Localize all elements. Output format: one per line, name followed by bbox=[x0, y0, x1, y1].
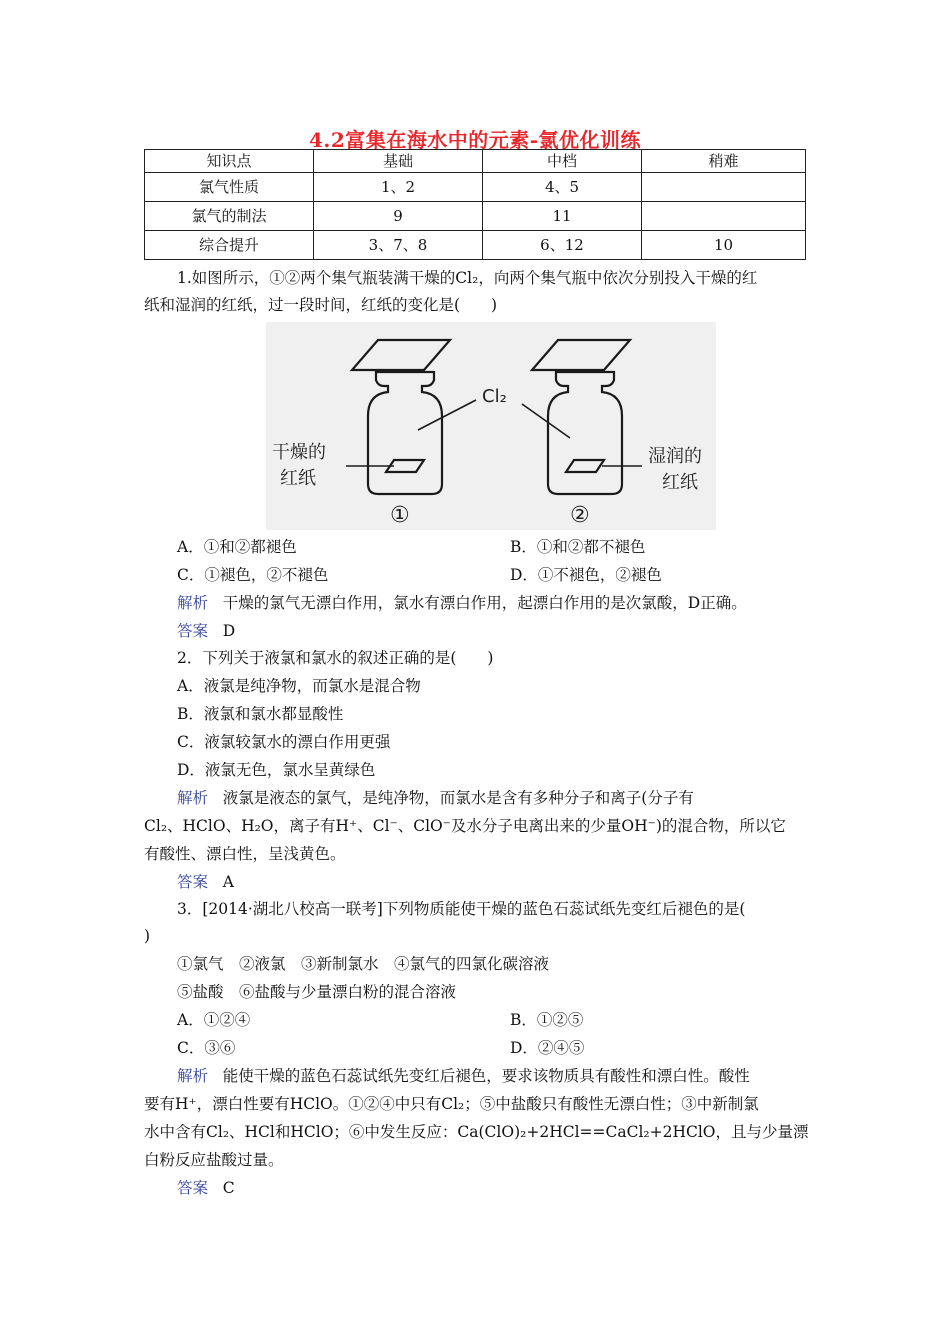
q3-analysis-cont: 要有H⁺，漂白性要有HClO。①②④中只有Cl₂；⑤中盐酸只有酸性无漂白性；③中新制氯 bbox=[144, 1095, 759, 1113]
q3-option-c: C．③⑥ bbox=[177, 1039, 236, 1057]
analysis-label: 解析 bbox=[177, 594, 209, 612]
q1-stem: 1.如图所示，①②两个集气瓶装满干燥的Cl₂，向两个集气瓶中依次分别投入干燥的红 bbox=[177, 269, 758, 287]
q1-option-d: D．①不褪色，②褪色 bbox=[510, 566, 662, 584]
glass-plate-1 bbox=[352, 340, 450, 370]
table-cell: 10 bbox=[642, 231, 806, 260]
pointer-line bbox=[418, 400, 476, 430]
q3-analysis-cont: 白粉反应盐酸过量。 bbox=[144, 1151, 284, 1169]
knowledge-table bbox=[144, 149, 806, 260]
q3-answer bbox=[177, 1178, 235, 1198]
q1-option-b: B．①和②都不褪色 bbox=[510, 538, 646, 556]
table-header-cell: 知识点 bbox=[145, 150, 314, 173]
q1-option-a: A．①和②都褪色 bbox=[177, 538, 297, 556]
q2-stem: 2．下列关于液氯和氯水的叙述正确的是( ) bbox=[177, 649, 494, 667]
answer-value: D bbox=[222, 622, 236, 640]
table-cell: 4、5 bbox=[483, 173, 642, 202]
q2-option-a: A．液氯是纯净物，而氯水是混合物 bbox=[177, 677, 421, 695]
q1-option-c: C．①褪色，②不褪色 bbox=[177, 566, 329, 584]
table-cell bbox=[642, 173, 806, 202]
q3-analysis-cont: 水中含有Cl₂、HCl和HClO；⑥中发生反应：Ca(ClO)₂+2HCl==CaCl₂+2HClO，且与少量漂 bbox=[144, 1123, 809, 1141]
gas-label: Cl₂ bbox=[482, 386, 507, 407]
q2-option-b: B．液氯和氯水都显酸性 bbox=[177, 705, 344, 723]
table-cell: 9 bbox=[314, 202, 483, 231]
wet-red-paper bbox=[566, 460, 604, 472]
q2-analysis-cont: 有酸性、漂白性，呈浅黄色。 bbox=[144, 845, 346, 863]
q2-option-c: C．液氯较氯水的漂白作用更强 bbox=[177, 733, 391, 751]
table-cell: 6、12 bbox=[483, 231, 642, 260]
q3-option-d: D．②④⑤ bbox=[510, 1039, 585, 1057]
q2-analysis bbox=[177, 788, 694, 808]
q2-answer bbox=[177, 872, 234, 892]
bottle-2 bbox=[548, 372, 622, 494]
analysis-label: 解析 bbox=[177, 1067, 209, 1085]
analysis-label: 解析 bbox=[177, 789, 209, 807]
q2-option-d: D．液氯无色，氯水呈黄绿色 bbox=[177, 761, 376, 779]
page-title: 4.2富集在海水中的元素-氯优化训练 bbox=[308, 128, 642, 152]
table-row bbox=[145, 173, 806, 202]
bottle-1 bbox=[368, 372, 442, 494]
gas-bottle-diagram bbox=[266, 322, 716, 530]
right-label-line1: 湿润的 bbox=[648, 446, 702, 467]
answer-label: 答案 bbox=[177, 873, 209, 891]
q1-stem-cont: 纸和湿润的红纸，过一段时间，红纸的变化是( ) bbox=[144, 296, 498, 314]
q1-answer bbox=[177, 621, 235, 641]
table-cell: 11 bbox=[483, 202, 642, 231]
q3-items: ⑤盐酸 ⑥盐酸与少量漂白粉的混合溶液 bbox=[177, 983, 457, 1001]
left-label-line1: 干燥的 bbox=[272, 442, 326, 463]
table-cell: 1、2 bbox=[314, 173, 483, 202]
q2-analysis-cont: Cl₂、HClO、H₂O，离子有H⁺、Cl⁻、ClO⁻及水分子电离出来的少量OH⁻)的混合物，所以它 bbox=[144, 817, 786, 835]
q3-option-b: B．①②⑤ bbox=[510, 1011, 584, 1029]
table-header-cell: 基础 bbox=[314, 150, 483, 173]
bottle-1-number: ① bbox=[390, 503, 410, 528]
table-row bbox=[145, 202, 806, 231]
analysis-text: 能使干燥的蓝色石蕊试纸先变红后褪色，要求该物质具有酸性和漂白性。酸性 bbox=[222, 1067, 750, 1085]
table-cell: 3、7、8 bbox=[314, 231, 483, 260]
answer-label: 答案 bbox=[177, 622, 209, 640]
gas-bottle-figure bbox=[266, 322, 716, 530]
answer-label: 答案 bbox=[177, 1179, 209, 1197]
table-cell: 氯气性质 bbox=[145, 173, 314, 202]
table-header-cell: 中档 bbox=[483, 150, 642, 173]
table-header-cell: 稍难 bbox=[642, 150, 806, 173]
q3-stem: 3．[2014·湖北八校高一联考]下列物质能使干燥的蓝色石蕊试纸先变红后褪色的是( bbox=[177, 900, 746, 918]
analysis-text: 液氯是液态的氯气，是纯净物，而氯水是含有多种分子和离子(分子有 bbox=[222, 789, 694, 807]
left-label-line2: 红纸 bbox=[280, 468, 316, 489]
analysis-text: 干燥的氯气无漂白作用，氯水有漂白作用，起漂白作用的是次氯酸，D正确。 bbox=[222, 594, 747, 612]
bottle-2-number: ② bbox=[570, 503, 590, 528]
answer-value: C bbox=[222, 1179, 235, 1197]
glass-plate-2 bbox=[532, 340, 630, 370]
q3-stem-cont: ) bbox=[144, 927, 151, 945]
q3-items: ①氯气 ②液氯 ③新制氯水 ④氯气的四氯化碳溶液 bbox=[177, 955, 550, 973]
table-cell: 氯气的制法 bbox=[145, 202, 314, 231]
right-label-line2: 红纸 bbox=[662, 472, 698, 493]
table-cell bbox=[642, 202, 806, 231]
table-cell: 综合提升 bbox=[145, 231, 314, 260]
q3-analysis bbox=[177, 1066, 750, 1086]
pointer-line bbox=[522, 404, 570, 438]
q3-option-a: A．①②④ bbox=[177, 1011, 251, 1029]
table-header-row bbox=[145, 150, 806, 173]
table-row bbox=[145, 231, 806, 260]
answer-value: A bbox=[222, 873, 234, 891]
q1-analysis bbox=[177, 593, 747, 613]
